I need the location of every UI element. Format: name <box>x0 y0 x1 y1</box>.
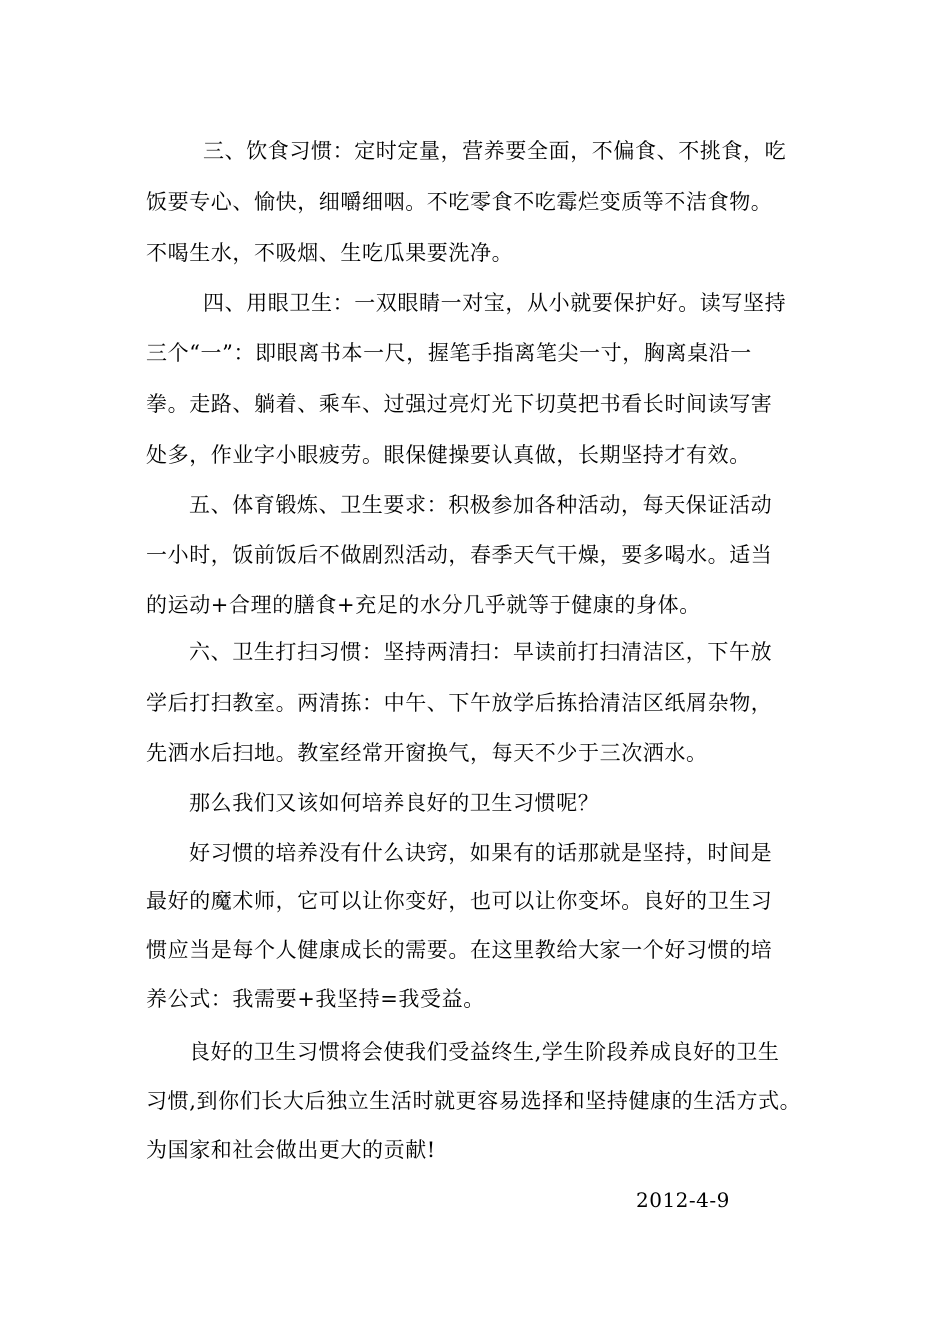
paragraph-line: 不喝生水，不吸烟、生吃瓜果要洗净。 <box>146 241 514 265</box>
paragraph-line: 学后打扫教室。两清拣：中午、下午放学后拣拾清洁区纸屑杂物， <box>146 691 773 715</box>
paragraph-line: 好习惯的培养没有什么诀窍，如果有的话那就是坚持，时间是 <box>189 841 773 865</box>
paragraph-line: 那么我们又该如何培养良好的卫生习惯呢？ <box>189 791 600 815</box>
paragraph-line: 六、卫生打扫习惯：坚持两清扫：早读前打扫清洁区，下午放 <box>189 640 773 664</box>
paragraph-line: 三、饮食习惯：定时定量，营养要全面，不偏食、不挑食，吃 <box>203 139 787 163</box>
paragraph-line: 三个“一”：即眼离书本一尺，握笔手指离笔尖一寸，胸离桌沿一 <box>146 341 752 365</box>
paragraph-line: 一小时，饭前饭后不做剧烈活动，春季天气干燥，要多喝水。适当 <box>146 543 773 567</box>
paragraph-line: 五、体育锻炼、卫生要求：积极参加各种活动，每天保证活动 <box>189 493 773 517</box>
paragraph-line: 四、用眼卫生：一双眼睛一对宝，从小就要保护好。读写坚持 <box>203 291 787 315</box>
paragraph-line: 惯应当是每个人健康成长的需要。在这里教给大家一个好习惯的培 <box>146 938 773 962</box>
paragraph-line: 养公式：我需要+我坚持=我受益。 <box>146 987 485 1011</box>
paragraph-line: 处多，作业字小眼疲劳。眼保健操要认真做，长期坚持才有效。 <box>146 443 751 467</box>
paragraph-line: 拳。走路、躺着、乘车、过强过亮灯光下切莫把书看长时间读写害 <box>146 392 773 416</box>
paragraph-line: 为国家和社会做出更大的贡献! <box>146 1138 436 1162</box>
paragraph-line: 先洒水后扫地。教室经常开窗换气，每天不少于三次洒水。 <box>146 741 708 765</box>
document-date: 2012-4-9 <box>636 1188 730 1212</box>
paragraph-line: 饭要专心、愉快，细嚼细咽。不吃零食不吃霉烂变质等不洁食物。 <box>146 190 773 214</box>
paragraph-line: 最好的魔术师，它可以让你变好，也可以让你变坏。良好的卫生习 <box>146 889 773 913</box>
paragraph-line: 的运动+合理的膳食+充足的水分几乎就等于健康的身体。 <box>146 593 701 617</box>
paragraph-line: 良好的卫生习惯将会使我们受益终生,学生阶段养成良好的卫生 <box>189 1040 780 1064</box>
paragraph-line: 习惯,到你们长大后独立生活时就更容易选择和坚持健康的生活方式。 <box>146 1089 802 1113</box>
